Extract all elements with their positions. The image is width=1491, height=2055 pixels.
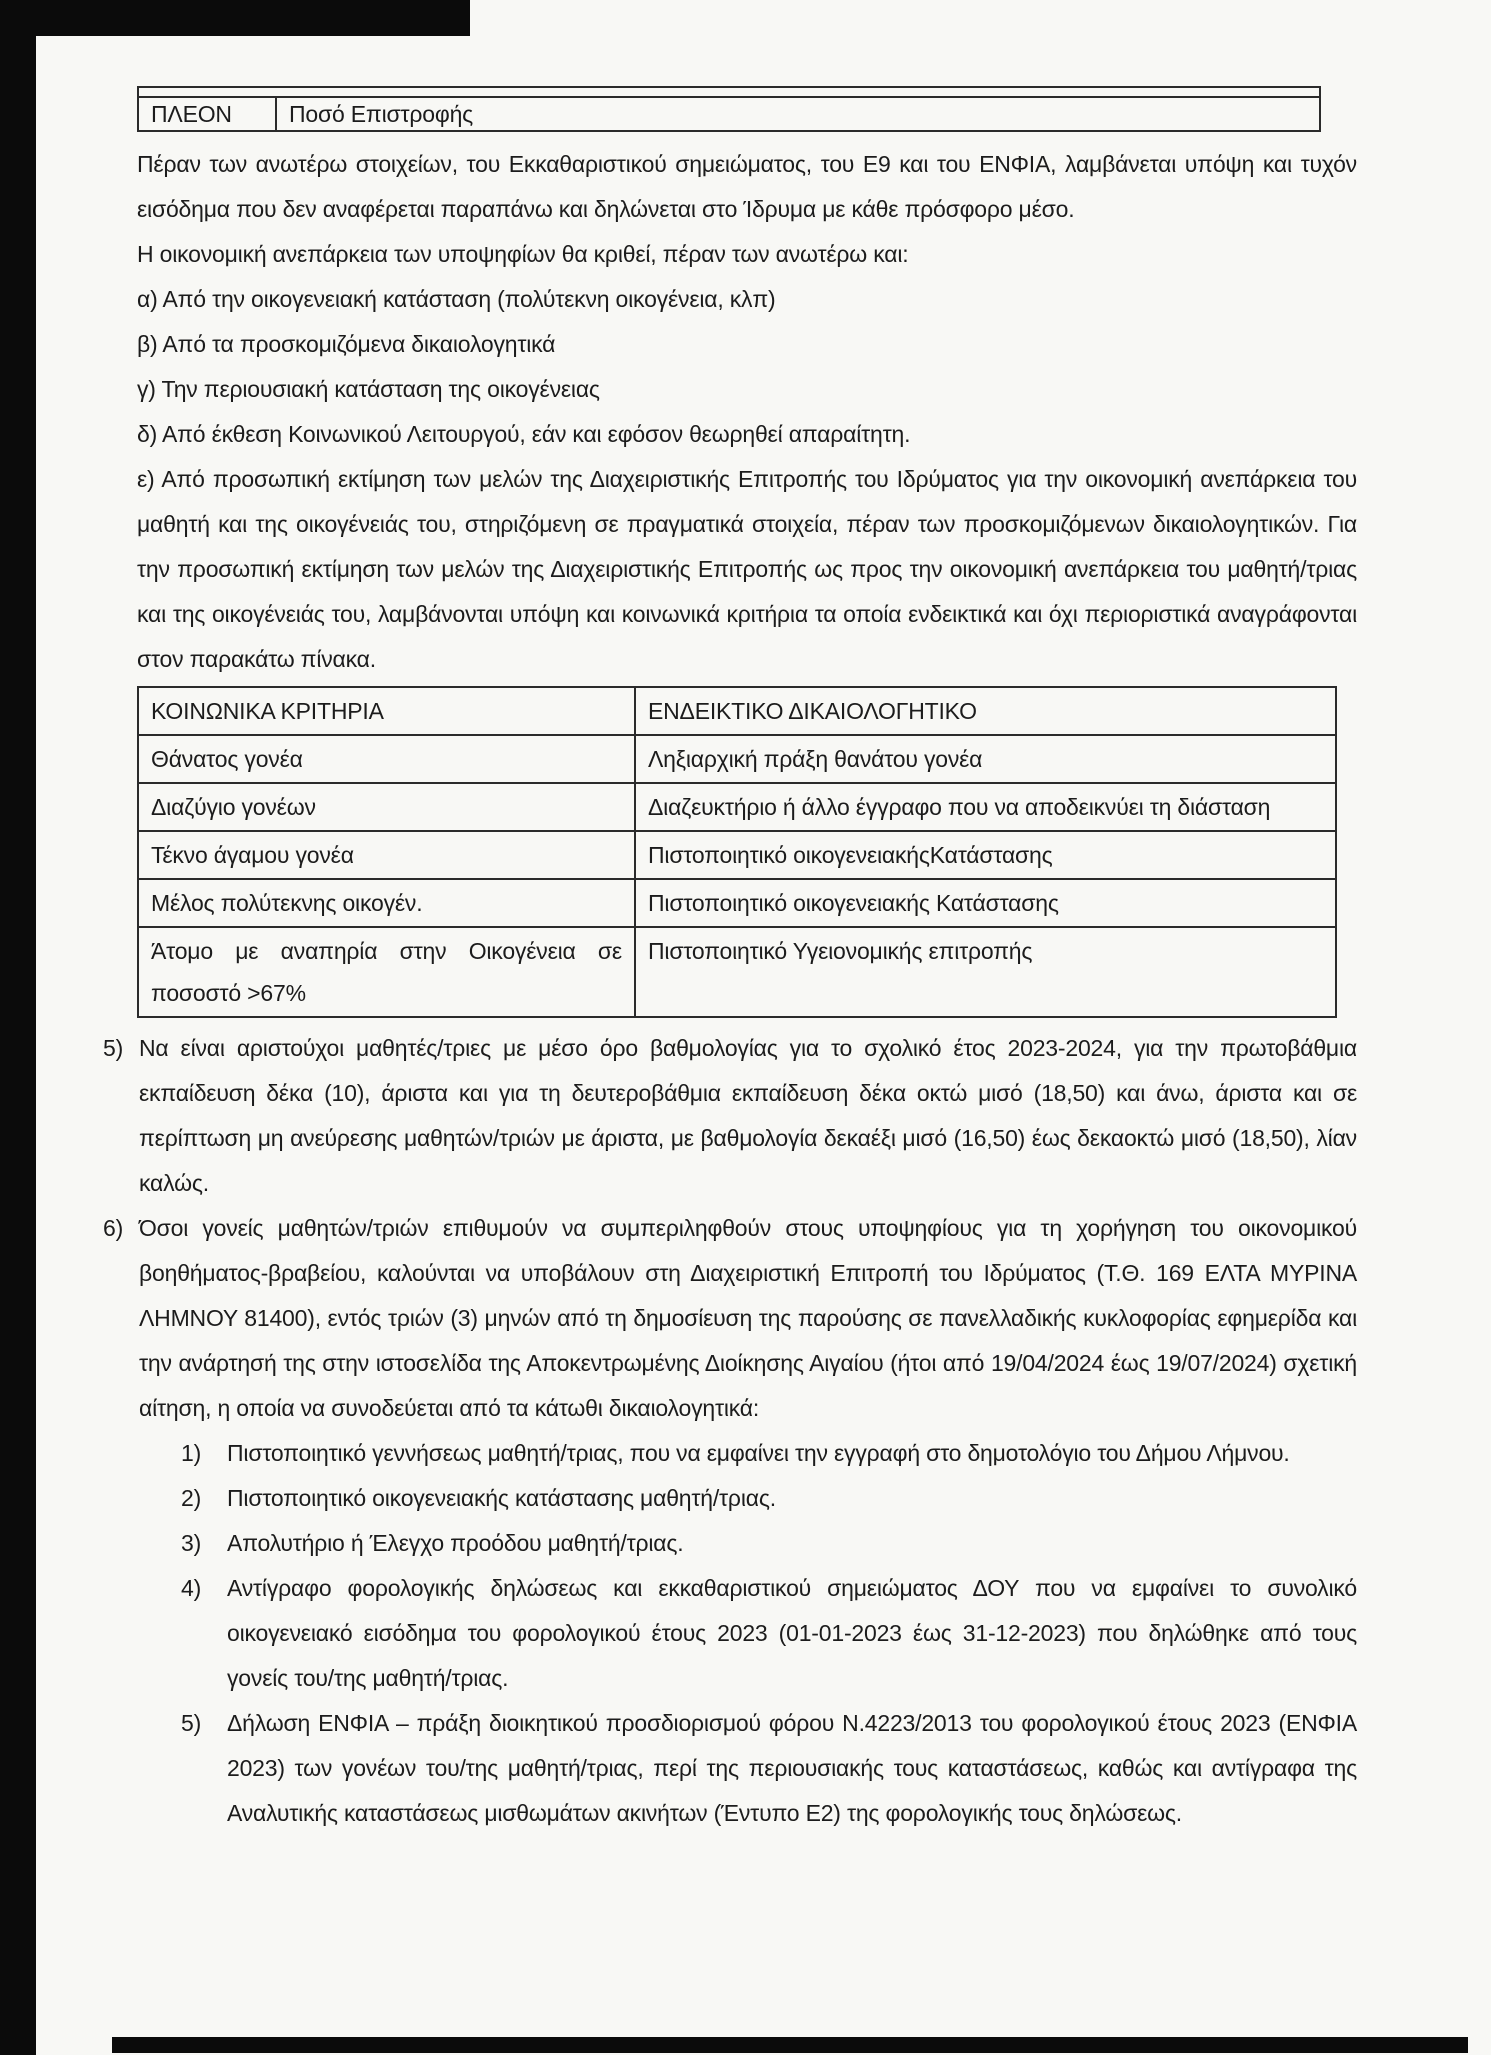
table-header-row	[138, 687, 1336, 735]
list-item-text: Όσοι γονείς μαθητών/τριών επιθυμούν να συμπεριληφθούν στους υποψηφίους για τη χορήγηση του οικονομικού βοηθήματος-βραβείου, καλούνται να υποβάλουν στη Διαχειριστική Επιτροπή του Ιδρύματος (Τ.Θ. 169 ΕΛΤΑ ΜΥΡΙΝΑ ΛΗΜΝΟΥ 81400), εντός τριών (3) μηνών από τη δημοσίευση της παρούσης σε πανελλαδικής κυκλοφορίας εφημερίδα και την ανάρτησή της στην ιστοσελίδα της Αποκεντρωμένης Διοίκησης Αιγαίου (ήτοι από 19/04/2024 έως 19/07/2024) σχετική αίτηση, η οποία να συνοδεύεται από τα κάτωθι δικαιολογητικά:	[139, 1215, 1357, 1421]
list-item-5	[103, 1026, 1357, 1206]
document-item-4	[137, 1566, 1357, 1701]
document-item-text: Πιστοποιητικό γεννήσεως μαθητή/τριας, που να εμφαίνει την εγγραφή στο δημοτολόγιο του Δήμου Λήμνου.	[227, 1440, 1290, 1466]
criteria-point-b: β) Από τα προσκομιζόμενα δικαιολογητικά	[137, 331, 556, 357]
refund-table-value-cell: Ποσό Επιστροφής	[276, 97, 1320, 131]
list-item-6	[103, 1206, 1357, 1431]
table-row	[138, 735, 1336, 783]
document-item-number: 3)	[181, 1530, 202, 1556]
scan-border-bottom	[112, 2037, 1468, 2053]
criterion-cell: Θάνατος γονέα	[138, 735, 635, 783]
scan-border-left	[0, 0, 36, 2055]
criteria-point-e: ε) Από προσωπική εκτίμηση των μελών της Διαχειριστικής Επιτροπής του Ιδρύματος για την οικονομική ανεπάρκεια του μαθητή και της οικογένειάς του, στηριζόμενη σε πραγματικά στοιχεία, πέραν των προσκομιζόμενων δικαιολογητικών. Για την προσωπική εκτίμηση των μελών της Διαχειριστικής Επιτροπής ως προς την οικονομική ανεπάρκεια του μαθητή/τριας και της οικογένειάς του, λαμβάνονται υπόψη και κοινωνικά κριτήρια τα οποία ενδεικτικά και όχι περιοριστικά αναγράφονται στον παρακάτω πίνακα.	[137, 466, 1357, 672]
document-item-5	[137, 1701, 1357, 1836]
document-cell: Διαζευκτήριο ή άλλο έγγραφο που να αποδεικνύει τη διάσταση	[635, 783, 1336, 831]
table-row	[138, 783, 1336, 831]
social-criteria-table	[137, 686, 1337, 1018]
refund-table-label-cell: ΠΛΕΟΝ	[138, 97, 276, 131]
criteria-heading: Η οικονομική ανεπάρκεια των υποψηφίων θα κριθεί, πέραν των ανωτέρω και:	[137, 241, 909, 267]
refund-table	[137, 86, 1321, 132]
document-cell: Πιστοποιητικό οικογενειακήςΚατάστασης	[635, 831, 1336, 879]
table-row	[138, 927, 1336, 1017]
criteria-point-d: δ) Από έκθεση Κοινωνικού Λειτουργού, εάν και εφόσον θεωρηθεί απαραίτητη.	[137, 421, 911, 447]
document-item-text: Απολυτήριο ή Έλεγχο προόδου μαθητή/τριας.	[227, 1530, 684, 1556]
criterion-cell: Άτομο με αναπηρία στην Οικογένεια σε ποσοστό >67%	[138, 927, 635, 1017]
header-document: ΕΝΔΕΙΚΤΙΚΟ ΔΙΚΑΙΟΛΟΓΗΤΙΚΟ	[635, 687, 1336, 735]
table-row	[138, 831, 1336, 879]
criterion-cell: Μέλος πολύτεκνης οικογέν.	[138, 879, 635, 927]
document-item-number: 5)	[181, 1710, 202, 1736]
header-criteria: ΚΟΙΝΩΝΙΚΑ ΚΡΙΤΗΡΙΑ	[138, 687, 635, 735]
document-cell: Πιστοποιητικό οικογενειακής Κατάστασης	[635, 879, 1336, 927]
criteria-point-c: γ) Την περιουσιακή κατάσταση της οικογένειας	[137, 376, 600, 402]
document-item-number: 4)	[181, 1575, 202, 1601]
list-item-number: 6)	[103, 1215, 124, 1241]
criteria-point-a: α) Από την οικογενειακή κατάσταση (πολύτεκνη οικογένεια, κλπ)	[137, 286, 776, 312]
criterion-cell: Τέκνο άγαμου γονέα	[138, 831, 635, 879]
table-row	[138, 97, 1320, 131]
document-item-2	[137, 1476, 1357, 1521]
table-row	[138, 87, 1320, 97]
document-item-text: Αντίγραφο φορολογικής δηλώσεως και εκκαθαριστικού σημειώματος ΔΟΥ που να εμφαίνει το συνολικό οικογενειακό εισόδημα του φορολογικού έτους 2023 (01-01-2023 έως 31-12-2023) που δηλώθηκε από τους γονείς του/της μαθητή/τριας.	[227, 1575, 1357, 1691]
document-item-number: 2)	[181, 1485, 202, 1511]
document-cell: Πιστοποιητικό Υγειονομικής επιτροπής	[635, 927, 1336, 1017]
scan-border-top	[0, 0, 470, 36]
document-item-number: 1)	[181, 1440, 202, 1466]
list-item-text: Να είναι αριστούχοι μαθητές/τριες με μέσο όρο βαθμολογίας για το σχολικό έτος 2023-2024, για την πρωτοβάθμια εκπαίδευση δέκα (10), άριστα και για τη δευτεροβάθμια εκπαίδευση δέκα οκτώ μισό (18,50) και άνω, άριστα και σε περίπτωση μη ανεύρεσης μαθητών/τριών με άριστα, με βαθμολογία δεκαέξι μισό (16,50) έως δεκαοκτώ μισό (18,50), λίαν καλώς.	[139, 1035, 1357, 1196]
document-content	[103, 86, 1357, 1836]
document-item-text: Δήλωση ΕΝΦΙΑ – πράξη διοικητικού προσδιορισμού φόρου Ν.4223/2013 του φορολογικού έτους 2023 (ΕΝΦΙΑ 2023) των γονέων του/της μαθητή/τριας, περί της περιουσιακής τους καταστάσεως, καθώς και αντίγραφα της Αναλυτικής καταστάσεως μισθωμάτων ακινήτων (Έντυπο Ε2) της φορολογικής τους δηλώσεως.	[227, 1710, 1357, 1826]
document-item-text: Πιστοποιητικό οικογενειακής κατάστασης μαθητή/τριας.	[227, 1485, 776, 1511]
table-row	[138, 879, 1336, 927]
document-cell: Ληξιαρχική πράξη θανάτου γονέα	[635, 735, 1336, 783]
intro-paragraph: Πέραν των ανωτέρω στοιχείων, του Εκκαθαριστικού σημειώματος, του Ε9 και του ΕΝΦΙΑ, λαμβάνεται υπόψη και τυχόν εισόδημα που δεν αναφέρεται παραπάνω και δηλώνεται στο Ίδρυμα με κάθε πρόσφορο μέσο.	[137, 151, 1357, 222]
document-item-1	[137, 1431, 1357, 1476]
criterion-cell: Διαζύγιο γονέων	[138, 783, 635, 831]
document-item-3	[137, 1521, 1357, 1566]
list-item-number: 5)	[103, 1035, 124, 1061]
refund-table-cutoff-row	[138, 87, 1320, 97]
